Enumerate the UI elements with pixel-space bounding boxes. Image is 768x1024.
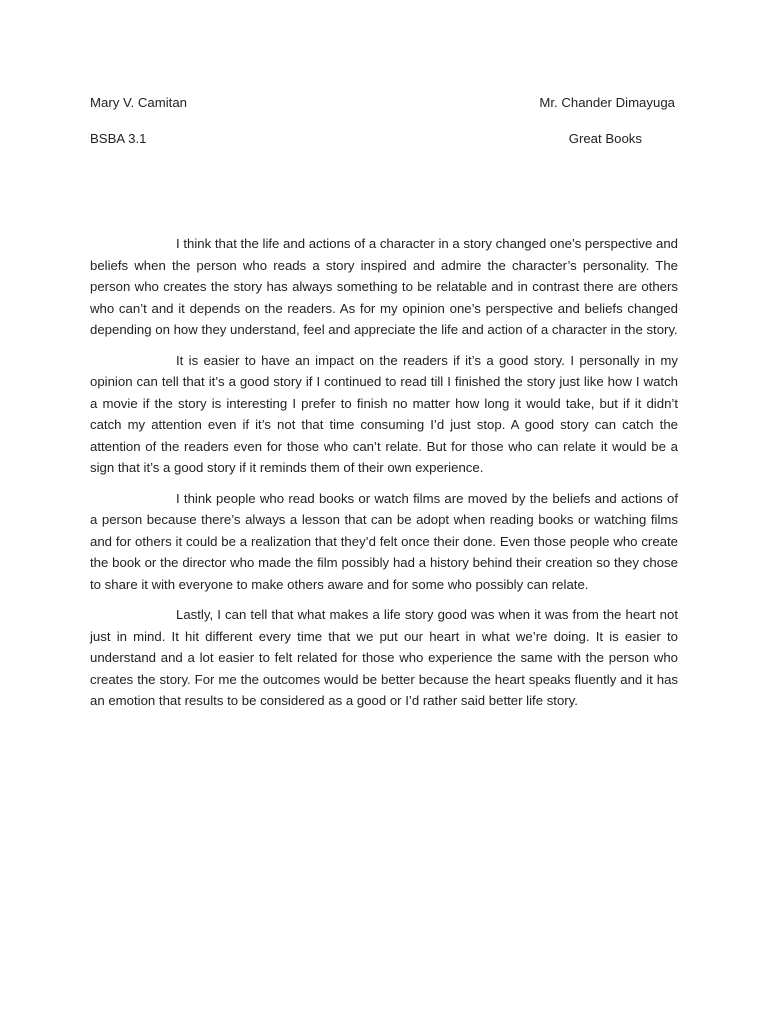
paragraph: It is easier to have an impact on the readers if it’s a good story. I personally in my opinion can tell that it’s a good story if I continued to read till I finished the story just like how I watch a movie if the story is interesting I prefer to finish no matter how long it would take, but if it didn’t catch my attention even if it’s not that time consuming I’d just stop. A good story can catch the attention of the readers even for those who can’t relate. But for those who can relate it would be a sign that it’s a good story if it reminds them of their own experience. xyxy=(90,352,678,475)
teacher-name: Mr. Chander Dimayuga xyxy=(539,95,675,110)
section-label: BSBA 3.1 xyxy=(90,131,147,146)
paragraph: Lastly, I can tell that what makes a life story good was when it was from the heart not just in mind. It hit different every time that we put our heart in what we’re doing. It is easier to understand and a lot easier to felt related for those who experience the same with the person who creates the story. For me the outcomes would be better because the heart speaks fluently and it has an emotion that results to be considered as a good or I’d rather said better life story. xyxy=(90,607,678,708)
student-name: Mary V. Camitan xyxy=(90,95,187,110)
paragraph: I think that the life and actions of a character in a story changed one’s perspective and beliefs when the person who reads a story inspired and admire the character’s personality. The person who creates the story has always something to be relatable and in contrast there are others who can’t and it depends on the readers. As for my opinion one’s perspective and beliefs changed depending on how they understand, feel and appreciate the life and action of a character in the story. xyxy=(90,236,678,337)
subject-label: Great Books xyxy=(568,131,642,146)
essay-body xyxy=(90,233,678,721)
paragraph: I think people who read books or watch films are moved by the beliefs and actions of a person because there’s always a lesson that can be adopt when reading books or watching films and for others it could be a realization that they’d felt once their done. Even those people who create the book or the director who made the film possibly had a history behind their creation so they chose to share it with everyone to make others aware and for some who possibly can relate. xyxy=(90,490,678,592)
